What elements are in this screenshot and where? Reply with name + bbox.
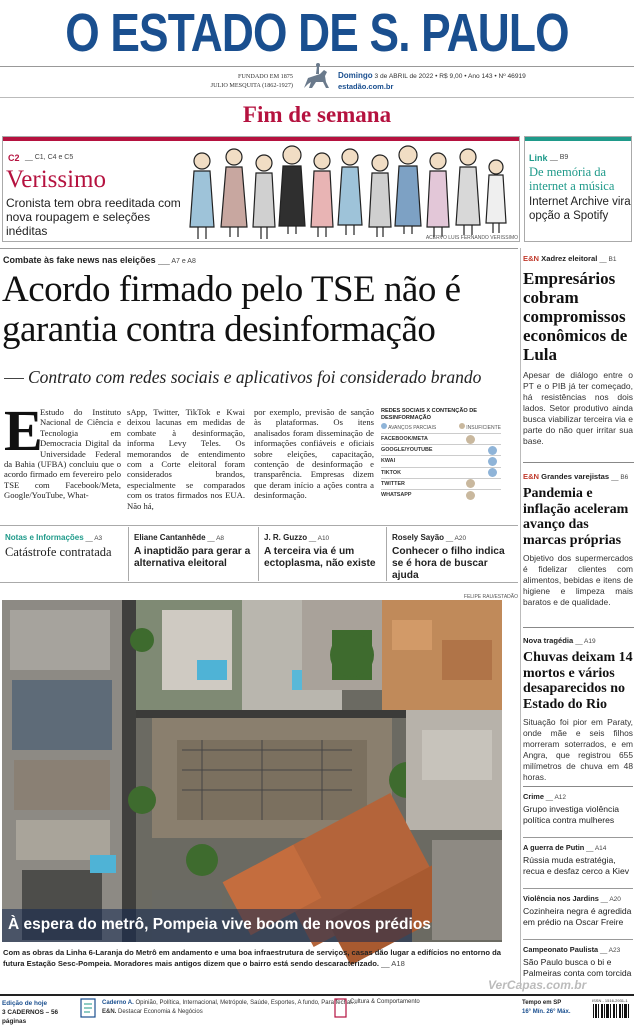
brief-ref: A12 (554, 794, 567, 801)
infographic-row-label: TWITTER (381, 480, 405, 487)
sidebar-story-2[interactable]: E&N Grandes varejistas __ B6 Pandemia e inflação aceleram avanço das marcas próprias Objetivo dos supermercados é fidelizar clientes com alimentos, bebidas e itens de higiene e limpeza mais baratos e de qualidade. (523, 472, 633, 607)
brief-item[interactable] (523, 837, 633, 882)
infographic-row (381, 478, 501, 489)
aerial-photo[interactable] (2, 600, 502, 942)
brief-ref-wrap: __ A23 (598, 947, 621, 954)
sidebar-briefs (523, 786, 633, 990)
lead-kicker-text: Combate às fake news nas eleições (3, 255, 156, 265)
founded-text: FUNDADO EM 1875 (237, 73, 293, 80)
brief-kicker: Crime (523, 792, 544, 801)
columnist-label (5, 533, 123, 542)
story-text: Objetivo dos supermercados é fidelizar clientes com alimentos, bebidas e itens de higiene e limpeza mais baratos e de qualidade. (523, 553, 633, 607)
divider (0, 525, 518, 526)
infographic-title: REDES SOCIAIS X CONTENÇÃO DE DESINFORMAÇÃO (381, 408, 478, 421)
columnist-item[interactable] (0, 527, 128, 581)
en-items: Destacar Economia & Negócios (118, 1009, 203, 1015)
infographic-row (381, 433, 501, 444)
status-dot (466, 435, 475, 444)
divider (520, 248, 521, 983)
brief-ref: A23 (608, 947, 621, 954)
horseman-logo-icon (300, 62, 334, 92)
story-headline: Chuvas deixam 14 mortos e vários desaparecidos no Estado do Rio (523, 650, 633, 712)
promo-ref-text: C1, C4 e C5 (34, 154, 74, 161)
story-text: Apesar de diálogo entre o PT e o PIB já ter começado, há resistências nos dois lados. Setor produtivo ainda busca viabilizar terceira via e parte do não quer irritar sua base. (523, 370, 633, 446)
edition-detail: 3 CADERNOS – 56 páginas (2, 1009, 59, 1025)
columnist-label (134, 533, 253, 542)
photo-credit: FELIPE RAU/ESTADÃO (463, 594, 518, 600)
masthead (0, 0, 634, 66)
photo-caption-ref: A18 (391, 958, 405, 968)
section-banner: Fim de semana (242, 102, 392, 127)
brief-kicker: Violência nos Jardins (523, 894, 599, 903)
founding-info (200, 72, 293, 90)
legend-partial: AVANÇOS PARCIAIS (388, 425, 437, 431)
legend-insufficient-swatch (459, 423, 465, 429)
columnist-name: Rosely Sayão (392, 533, 445, 542)
columnist-label (264, 533, 381, 542)
infographic-row-label: TIKTOK (381, 469, 401, 476)
promo-title: Verissimo (6, 166, 106, 193)
promo-right-code: Link (529, 153, 548, 163)
photo-overlay-headline[interactable]: À espera do metrô, Pompeia vive boom de novos prédios (2, 909, 412, 942)
columnist-name: J. R. Guzzo (264, 533, 308, 542)
infographic-row (381, 467, 501, 478)
c2-items: Cultura & Comportamento (350, 999, 420, 1005)
columnists-strip (0, 527, 518, 581)
newspaper-title: O ESTADO DE S. PAULO (65, 3, 569, 63)
brief-ref-wrap: __ A12 (543, 794, 567, 801)
photo-caption: Com as obras da Linha 6-Laranja do Metrô em andamento e uma boa infraestrutura de serviços, casas dão lugar a edifícios no entorno da futura Estação Sesc-Pompeia. Moradores mais antigos dizem que o bairro está sendo descaracterizado. __ A18 (3, 948, 501, 968)
cartoon-illustration (182, 143, 522, 239)
columnist-ref-wrap: __ A3 (83, 535, 103, 542)
issn: ISSN - 1516-2931-1 (592, 998, 628, 1003)
story-kicker: Grandes varejistas (541, 472, 610, 481)
story-headline: Empresários cobram compromissos econômicos de Lula (523, 269, 628, 364)
cadA-label: Caderno A. (102, 1000, 134, 1006)
story-text: Situação foi pior em Paraty, onde mãe e seis filhos morreram soterrados, e em Angra, que registrou 655 milímetros de chuva em 48 horas. (523, 717, 633, 782)
columnist-ref: A8 (216, 535, 225, 542)
columnist-item[interactable] (258, 527, 386, 581)
brief-text: Cozinheira negra é agredida em prédio na Oscar Freire (523, 906, 632, 927)
infographic (381, 408, 501, 508)
columnist-headline: Catástrofe contratada (5, 545, 112, 559)
lead-subhead (4, 367, 514, 388)
status-dot (466, 491, 475, 500)
lead-col1 (4, 398, 121, 511)
section-tag: E&N (523, 254, 540, 263)
weather-value: 16° Mín. 26° Máx. (522, 1009, 571, 1015)
story-headline: Pandemia e inflação aceleram avanço das marcas próprias (523, 486, 629, 548)
founder-text: JULIO MESQUITA (1862-1927) (210, 82, 293, 89)
site-link[interactable]: estadão.com.br (338, 81, 394, 91)
columnist-name: Eliane Cantanhêde (134, 533, 206, 542)
legend-partial-swatch (381, 423, 387, 429)
divider (0, 97, 634, 98)
promo-text: Cronista tem obra reeditada com nova roupagem e seleções inéditas (6, 196, 181, 238)
brief-ref-wrap: __ A14 (584, 845, 607, 852)
promo-right-accent (525, 137, 631, 141)
watermark: VerCapas.com.br (488, 978, 587, 992)
weather (522, 999, 592, 1017)
columnist-headline: A inaptidão para gerar a alternativa eleitoral (134, 546, 251, 569)
story-ref: B6 (620, 474, 629, 481)
brief-kicker-wrap (523, 894, 633, 903)
columnist-ref: A10 (317, 535, 330, 542)
promo-right-title: De memória da internet a música (529, 165, 615, 193)
sidebar-story-3[interactable]: Nova tragédia __ A19 Chuvas deixam 14 mortos e vários desaparecidos no Estado do Rio Situação foi pior em Paraty, onde mãe e seis filhos morreram soterrados, e em Angra, que registrou 655 milímetros de chuva em 48 horas. (523, 636, 633, 782)
infographic-row-label: FACEBOOK/META (381, 436, 428, 443)
lead-col3: por exemplo, previsão de sanção às plataformas. Os itens analisados foram disseminação de informações confiáveis e oficiais sobre eleições, capacitação, contenção de desinformação e transparência. Empresas dizem que deram início a ações contra a desinformação. (254, 407, 374, 501)
promo-accent-bar (3, 137, 519, 141)
infographic-row (381, 444, 501, 455)
columnist-headline: A terceira via é um ectoplasma, não existe (264, 546, 376, 569)
edition-day: Domingo (338, 71, 373, 80)
infographic-row-label: GOOGLE/YOUTUBE (381, 447, 433, 454)
legend-insufficient: INSUFICIENTE (466, 425, 501, 431)
edition-date: 3 de ABRIL de 2022 • R$ 9,00 • Ano 143 • Nº 46919 (374, 73, 526, 80)
c2-icon (334, 998, 348, 1020)
section-tag: E&N (523, 472, 540, 481)
columnist-ref-wrap: __ A10 (307, 535, 330, 542)
divider (523, 462, 634, 463)
promo-section-code: C2 (8, 153, 20, 163)
brief-kicker-wrap (523, 945, 633, 954)
edition-info (338, 71, 578, 91)
status-dot (466, 479, 475, 488)
lead-kicker: Combate às fake news nas eleições ___ A7 e A8 (3, 255, 196, 265)
brief-kicker: Campeonato Paulista (523, 945, 599, 954)
brief-kicker: A guerra de Putin (523, 843, 585, 852)
brief-text: Rússia muda estratégia, recua e desfaz cerco a Kiev (523, 855, 630, 876)
promo-right-ref-text: B9 (559, 154, 569, 161)
columnist-name: Notas e Informações (5, 533, 84, 542)
brief-ref-wrap: __ A20 (598, 896, 621, 903)
footer-rule (0, 994, 634, 996)
columnist-item[interactable] (386, 527, 518, 581)
photo-caption-text: Com as obras da Linha 6-Laranja do Metrô em andamento e uma boa infraestrutura de serviços, casas dão lugar a edifícios no entorno da futura Estação Sesc-Pompeia. Moradores mais antigos dizem que o bairro está sendo descaracterizado. (3, 948, 501, 968)
brief-text: Grupo investiga violência política contra mulheres (523, 804, 620, 825)
photo-credit: ACERVO LUIS FERNANDO VERISSIMO (425, 235, 518, 241)
barcode-icon (592, 1003, 632, 1021)
infographic-row-label: WHATSAPP (381, 492, 412, 499)
en-label: E&N. (102, 1009, 117, 1015)
lead-col1-text: Estudo do Instituto Nacional de Ciência e Tecnologia em Democracia Digital da Universidade Federal da Bahia (UFBA) concluiu que o acordo firmado em fevereiro pelo TSE com Facebook/Meta, Google/YouTube, What- (4, 407, 121, 501)
lead-ref: A7 e A8 (171, 258, 196, 265)
story-kicker: Nova tragédia (523, 636, 574, 645)
lead-headline[interactable]: Acordo firmado pelo TSE não é garantia contra desinformação (2, 269, 461, 350)
promo-ref: __ C1, C4 e C5 (25, 154, 74, 161)
promo-right-ref: __ B9 (550, 154, 569, 161)
weather-label: Tempo em SP (522, 1000, 562, 1006)
cadA-items: Opinião, Política, Internacional, Metrópole, Saúde, Esportes, A fundo, Para fechar... (135, 1000, 357, 1006)
infographic-rows (381, 433, 501, 500)
story-ref: B1 (608, 256, 617, 263)
columnist-item[interactable] (128, 527, 258, 581)
columnist-ref: A3 (94, 535, 103, 542)
brief-ref: A20 (609, 896, 621, 903)
infographic-legend (381, 423, 501, 431)
promo-right-text: Internet Archive vira opção a Spotify (529, 196, 631, 222)
brief-item[interactable] (523, 786, 633, 831)
story-kicker: Xadrez eleitoral (541, 254, 598, 263)
lead-subhead-text: Contrato com redes sociais e aplicativos foi considerado brando (28, 367, 482, 387)
edition-label: Edição de hoje (2, 1000, 48, 1007)
brief-kicker-wrap (523, 792, 633, 801)
section-a-icon (80, 998, 98, 1020)
infographic-row (381, 489, 501, 500)
sidebar-story-1[interactable]: E&N Xadrez eleitoral __ B1 Empresários cobram compromissos econômicos de Lula Apesar de diálogo entre o PT e o PIB já ter começado, há resistências nos dois lados. Setor produtivo ainda busca viabilizar terceira via e parte do não quer irritar sua base. (523, 254, 633, 446)
status-dot (488, 446, 497, 455)
infographic-row-label: KWAI (381, 458, 396, 465)
brief-ref: A14 (594, 845, 607, 852)
footer-edition (2, 999, 72, 1026)
brief-item[interactable] (523, 888, 633, 933)
drop-cap: E (4, 398, 43, 463)
columnist-ref-wrap: __ A8 (205, 535, 225, 542)
brief-kicker-wrap (523, 843, 633, 852)
divider (0, 582, 518, 583)
footer-sections (102, 999, 357, 1017)
barcode (592, 998, 632, 1022)
status-dot (488, 457, 497, 466)
story-ref: A19 (584, 638, 596, 645)
lead-col2: sApp, Twitter, TikTok e Kwai deixou lacunas em medidas de combate à desinformação, informa Levy Teles. Os memorandos de entendimento com a Corte eleitoral foram considerados brandos, especialmente se comparados com os tratos firmados nos EUA. Não há, (127, 407, 245, 511)
columnist-headline: Conhecer o filho indica se é hora de buscar ajuda (392, 546, 505, 581)
divider (0, 248, 518, 249)
brief-text: São Paulo busca o bi e Palmeiras conta com torcida (523, 957, 632, 978)
columnist-label (392, 533, 513, 542)
divider (523, 627, 634, 628)
columnist-ref-wrap: __ A20 (444, 535, 467, 542)
status-dot (488, 468, 497, 477)
columnist-ref: A20 (454, 535, 467, 542)
infographic-row (381, 455, 501, 466)
